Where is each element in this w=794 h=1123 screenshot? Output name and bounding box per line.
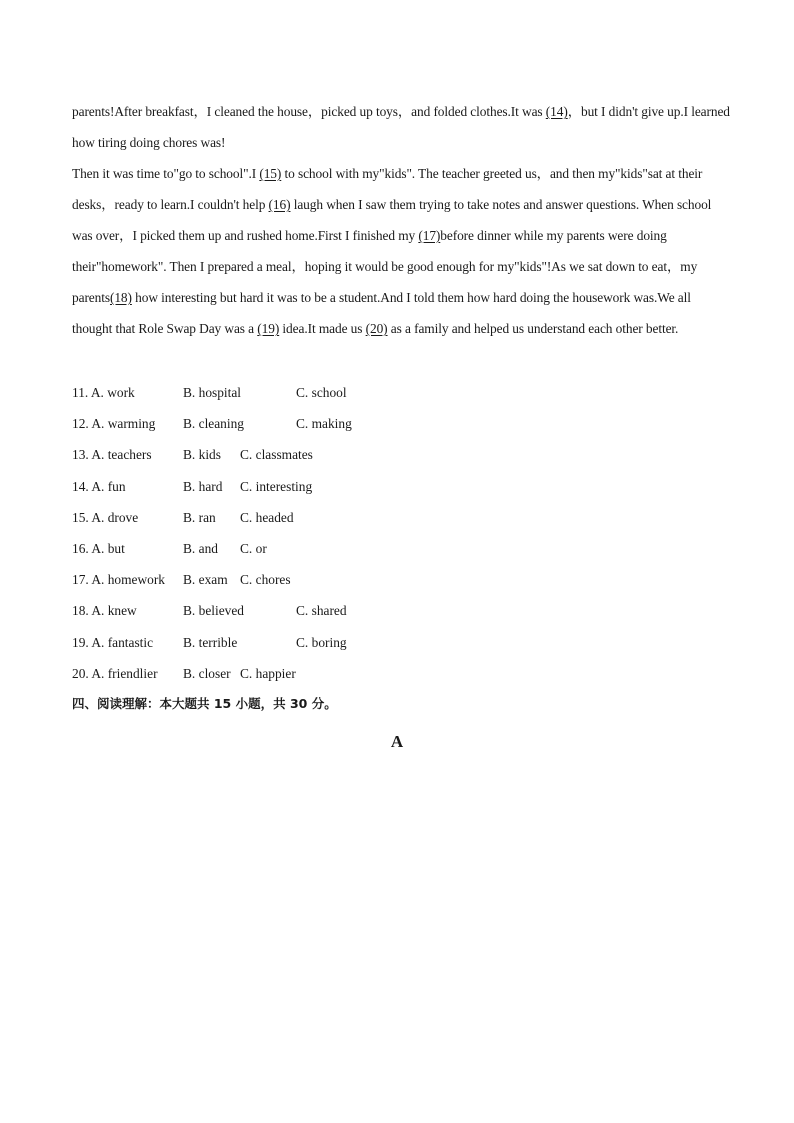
blank-number: (18) bbox=[109, 290, 132, 305]
passage-text: ，but I didn't give up.I learned how tiring doing chores was! bbox=[72, 104, 730, 150]
option-c: C. making bbox=[296, 416, 352, 432]
option-b: B. terrible bbox=[183, 634, 238, 650]
option-b: B. exam bbox=[183, 572, 228, 588]
option-b: B. hard bbox=[183, 478, 223, 494]
question-number-option-a: 18. A. knew bbox=[72, 603, 137, 619]
blank-number: (14) bbox=[545, 104, 568, 119]
passage-text: to school with my"kids". The teacher greeted us，and then my"kids"sat at their desks，ready to learn.I couldn't help bbox=[72, 166, 703, 212]
question-number-option-a: 20. A. friendlier bbox=[72, 665, 158, 681]
passage-text: before dinner while my parents were doing their"homework". Then I prepared a meal，hoping it would be good enough for my"kids"!As we sat down to eat，my parents bbox=[72, 228, 698, 305]
passage-text: laugh when I saw them trying to take notes and answer questions. When school was over，I picked them up and rushed home.First I finished my bbox=[72, 197, 712, 243]
passage-text: idea.It made us bbox=[279, 321, 366, 336]
blank-number: (20) bbox=[365, 321, 388, 336]
option-c: C. or bbox=[240, 541, 267, 556]
passage-letter-heading: A bbox=[390, 732, 404, 751]
option-c: C. shared bbox=[296, 603, 347, 619]
passage-text: Then it was time to"go to school".I bbox=[72, 166, 260, 181]
option-c: C. school bbox=[296, 385, 347, 400]
blank-number: (19) bbox=[257, 321, 280, 336]
option-c: C. interesting bbox=[240, 478, 313, 494]
option-c: C. chores bbox=[240, 572, 291, 588]
blank-number: (17) bbox=[418, 228, 441, 243]
question-number-option-a: 17. A. homework bbox=[72, 572, 165, 588]
option-b: B. and bbox=[183, 541, 218, 556]
option-c: C. headed bbox=[240, 509, 294, 525]
question-number-option-a: 11. A. work bbox=[72, 385, 135, 400]
option-b: B. closer bbox=[183, 665, 231, 681]
option-b: B. ran bbox=[183, 509, 216, 525]
question-number-option-a: 13. A. teachers bbox=[72, 447, 152, 463]
passage-text: as a family and helped us understand each other better. bbox=[387, 321, 679, 336]
question-number-option-a: 14. A. fun bbox=[72, 478, 126, 494]
question-number-option-a: 19. A. fantastic bbox=[72, 634, 154, 650]
option-b: B. hospital bbox=[183, 385, 242, 400]
option-c: C. boring bbox=[296, 634, 347, 650]
question-number-option-a: 15. A. drove bbox=[72, 509, 139, 525]
cloze-passage bbox=[72, 96, 732, 344]
blank-number: (15) bbox=[259, 166, 282, 181]
section-heading: 四、阅读理解：本大题共 15 小题，共 30 分。 bbox=[72, 696, 337, 711]
passage-text: how interesting but hard it was to be a student.And I told them how hard doing the housework was.We all thought that Role Swap Day was a bbox=[72, 290, 691, 336]
question-number-option-a: 12. A. warming bbox=[72, 416, 156, 432]
option-b: B. cleaning bbox=[183, 416, 244, 432]
option-b: B. believed bbox=[183, 603, 244, 619]
option-c: C. classmates bbox=[240, 447, 313, 463]
passage-text: parents!After breakfast，I cleaned the house，picked up toys，and folded clothes.It was bbox=[72, 104, 546, 119]
option-c: C. happier bbox=[240, 665, 296, 681]
question-number-option-a: 16. A. but bbox=[72, 541, 125, 556]
option-b: B. kids bbox=[183, 447, 221, 463]
blank-number: (16) bbox=[268, 197, 291, 212]
